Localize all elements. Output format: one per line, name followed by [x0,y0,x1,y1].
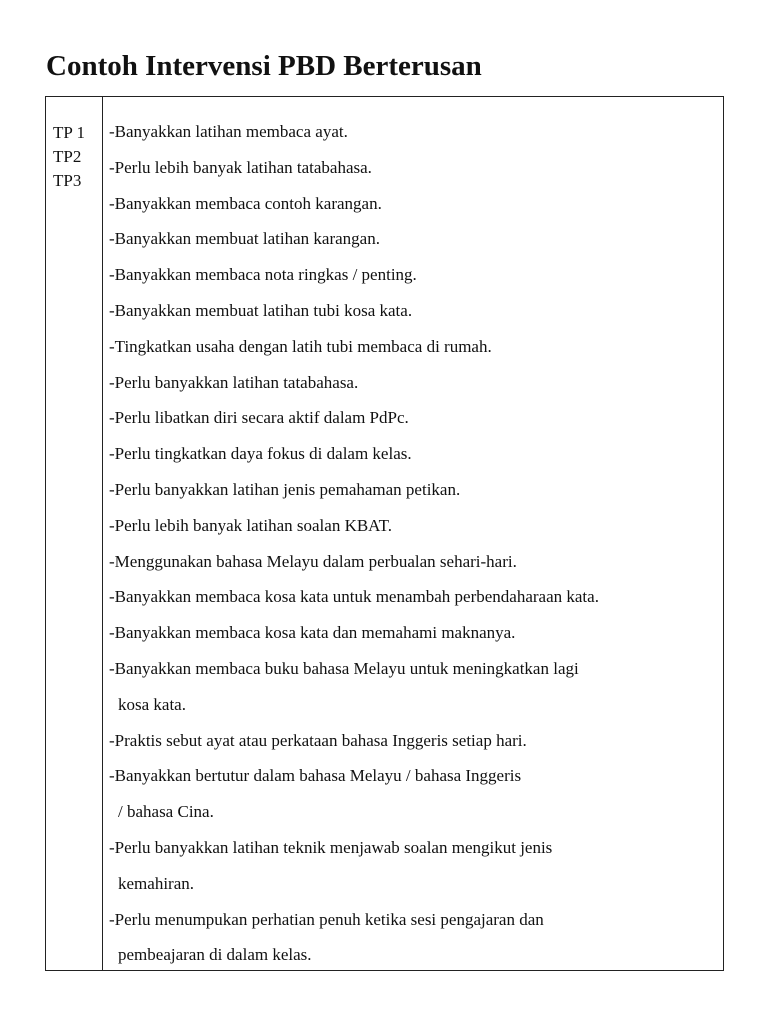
intervention-item [109,257,719,293]
intervention-item-continuation: kosa kata. [118,694,186,714]
intervention-item [109,365,719,401]
intervention-item [109,615,719,651]
intervention-item-continuation: / bahasa Cina. [118,802,214,822]
intervention-item [109,293,719,329]
intervention-item [109,723,719,759]
intervention-item [109,329,719,365]
intervention-item-text: -Perlu libatkan diri secara aktif dalam PdPc. [109,408,409,428]
intervention-item-text: -Banyakkan membuat latihan karangan. [109,229,380,249]
intervention-item-text: -Banyakkan membaca contoh karangan. [109,193,382,213]
intervention-item-text: -Banyakkan latihan membaca ayat. [109,122,348,141]
intervention-item-text: -Praktis sebut ayat atau perkataan bahasa Inggeris setiap hari. [109,730,527,750]
intervention-item [109,651,719,723]
intervention-item-text: -Perlu menumpukan perhatian penuh ketika sesi pengajaran dan [109,909,544,929]
intervention-item-continuation: kemahiran. [118,873,194,893]
page-title: Contoh Intervensi PBD Berterusan [46,50,482,82]
intervention-item [109,436,719,472]
intervention-item [109,150,719,186]
intervention-item-text: -Perlu banyakkan latihan teknik menjawab soalan mengikut jenis [109,837,553,857]
intervention-item-text: -Tingkatkan usaha dengan latih tubi membaca di rumah. [109,336,492,356]
intervention-item [109,830,719,902]
intervention-item [109,400,719,436]
intervention-item [109,472,719,508]
intervention-item [109,508,719,544]
intervention-item-text: -Perlu tingkatkan daya fokus di dalam kelas. [109,444,412,464]
level-cell [53,121,85,193]
column-divider [102,97,103,970]
intervention-item-text: -Perlu lebih banyak latihan tatabahasa. [109,157,372,177]
intervention-table [45,96,724,971]
intervention-item-text: -Perlu lebih banyak latihan soalan KBAT. [109,515,392,535]
intervention-item-text: -Menggunakan bahasa Melayu dalam perbualan sehari-hari. [109,551,517,571]
intervention-item [109,114,719,150]
intervention-item [109,186,719,222]
intervention-item-text: -Perlu banyakkan latihan tatabahasa. [109,372,359,392]
intervention-item-text: -Banyakkan membaca kosa kata dan memahami maknanya. [109,623,516,643]
intervention-item-text: -Banyakkan bertutur dalam bahasa Melayu / bahasa Inggeris [109,766,522,786]
intervention-item-text: -Perlu banyakkan latihan jenis pemahaman petikan. [109,479,461,499]
intervention-item [109,758,719,830]
intervention-item-continuation: pembeajaran di dalam kelas. [118,945,312,965]
intervention-item [109,544,719,580]
intervention-item [109,902,719,974]
intervention-item-text: -Banyakkan membaca buku bahasa Melayu untuk meningkatkan lagi [109,658,579,678]
intervention-item-text: -Banyakkan membaca kosa kata untuk menambah perbendaharaan kata. [109,587,599,607]
level-label-tp3: TP3 [53,171,82,190]
intervention-item-text: -Banyakkan membaca nota ringkas / penting. [109,265,417,285]
intervention-item [109,221,719,257]
level-label-tp2: TP2 [53,147,82,166]
intervention-item-text: -Banyakkan membuat latihan tubi kosa kata. [109,300,413,320]
intervention-item [109,579,719,615]
intervention-list [109,114,719,973]
level-label-tp1: TP 1 [53,123,85,142]
